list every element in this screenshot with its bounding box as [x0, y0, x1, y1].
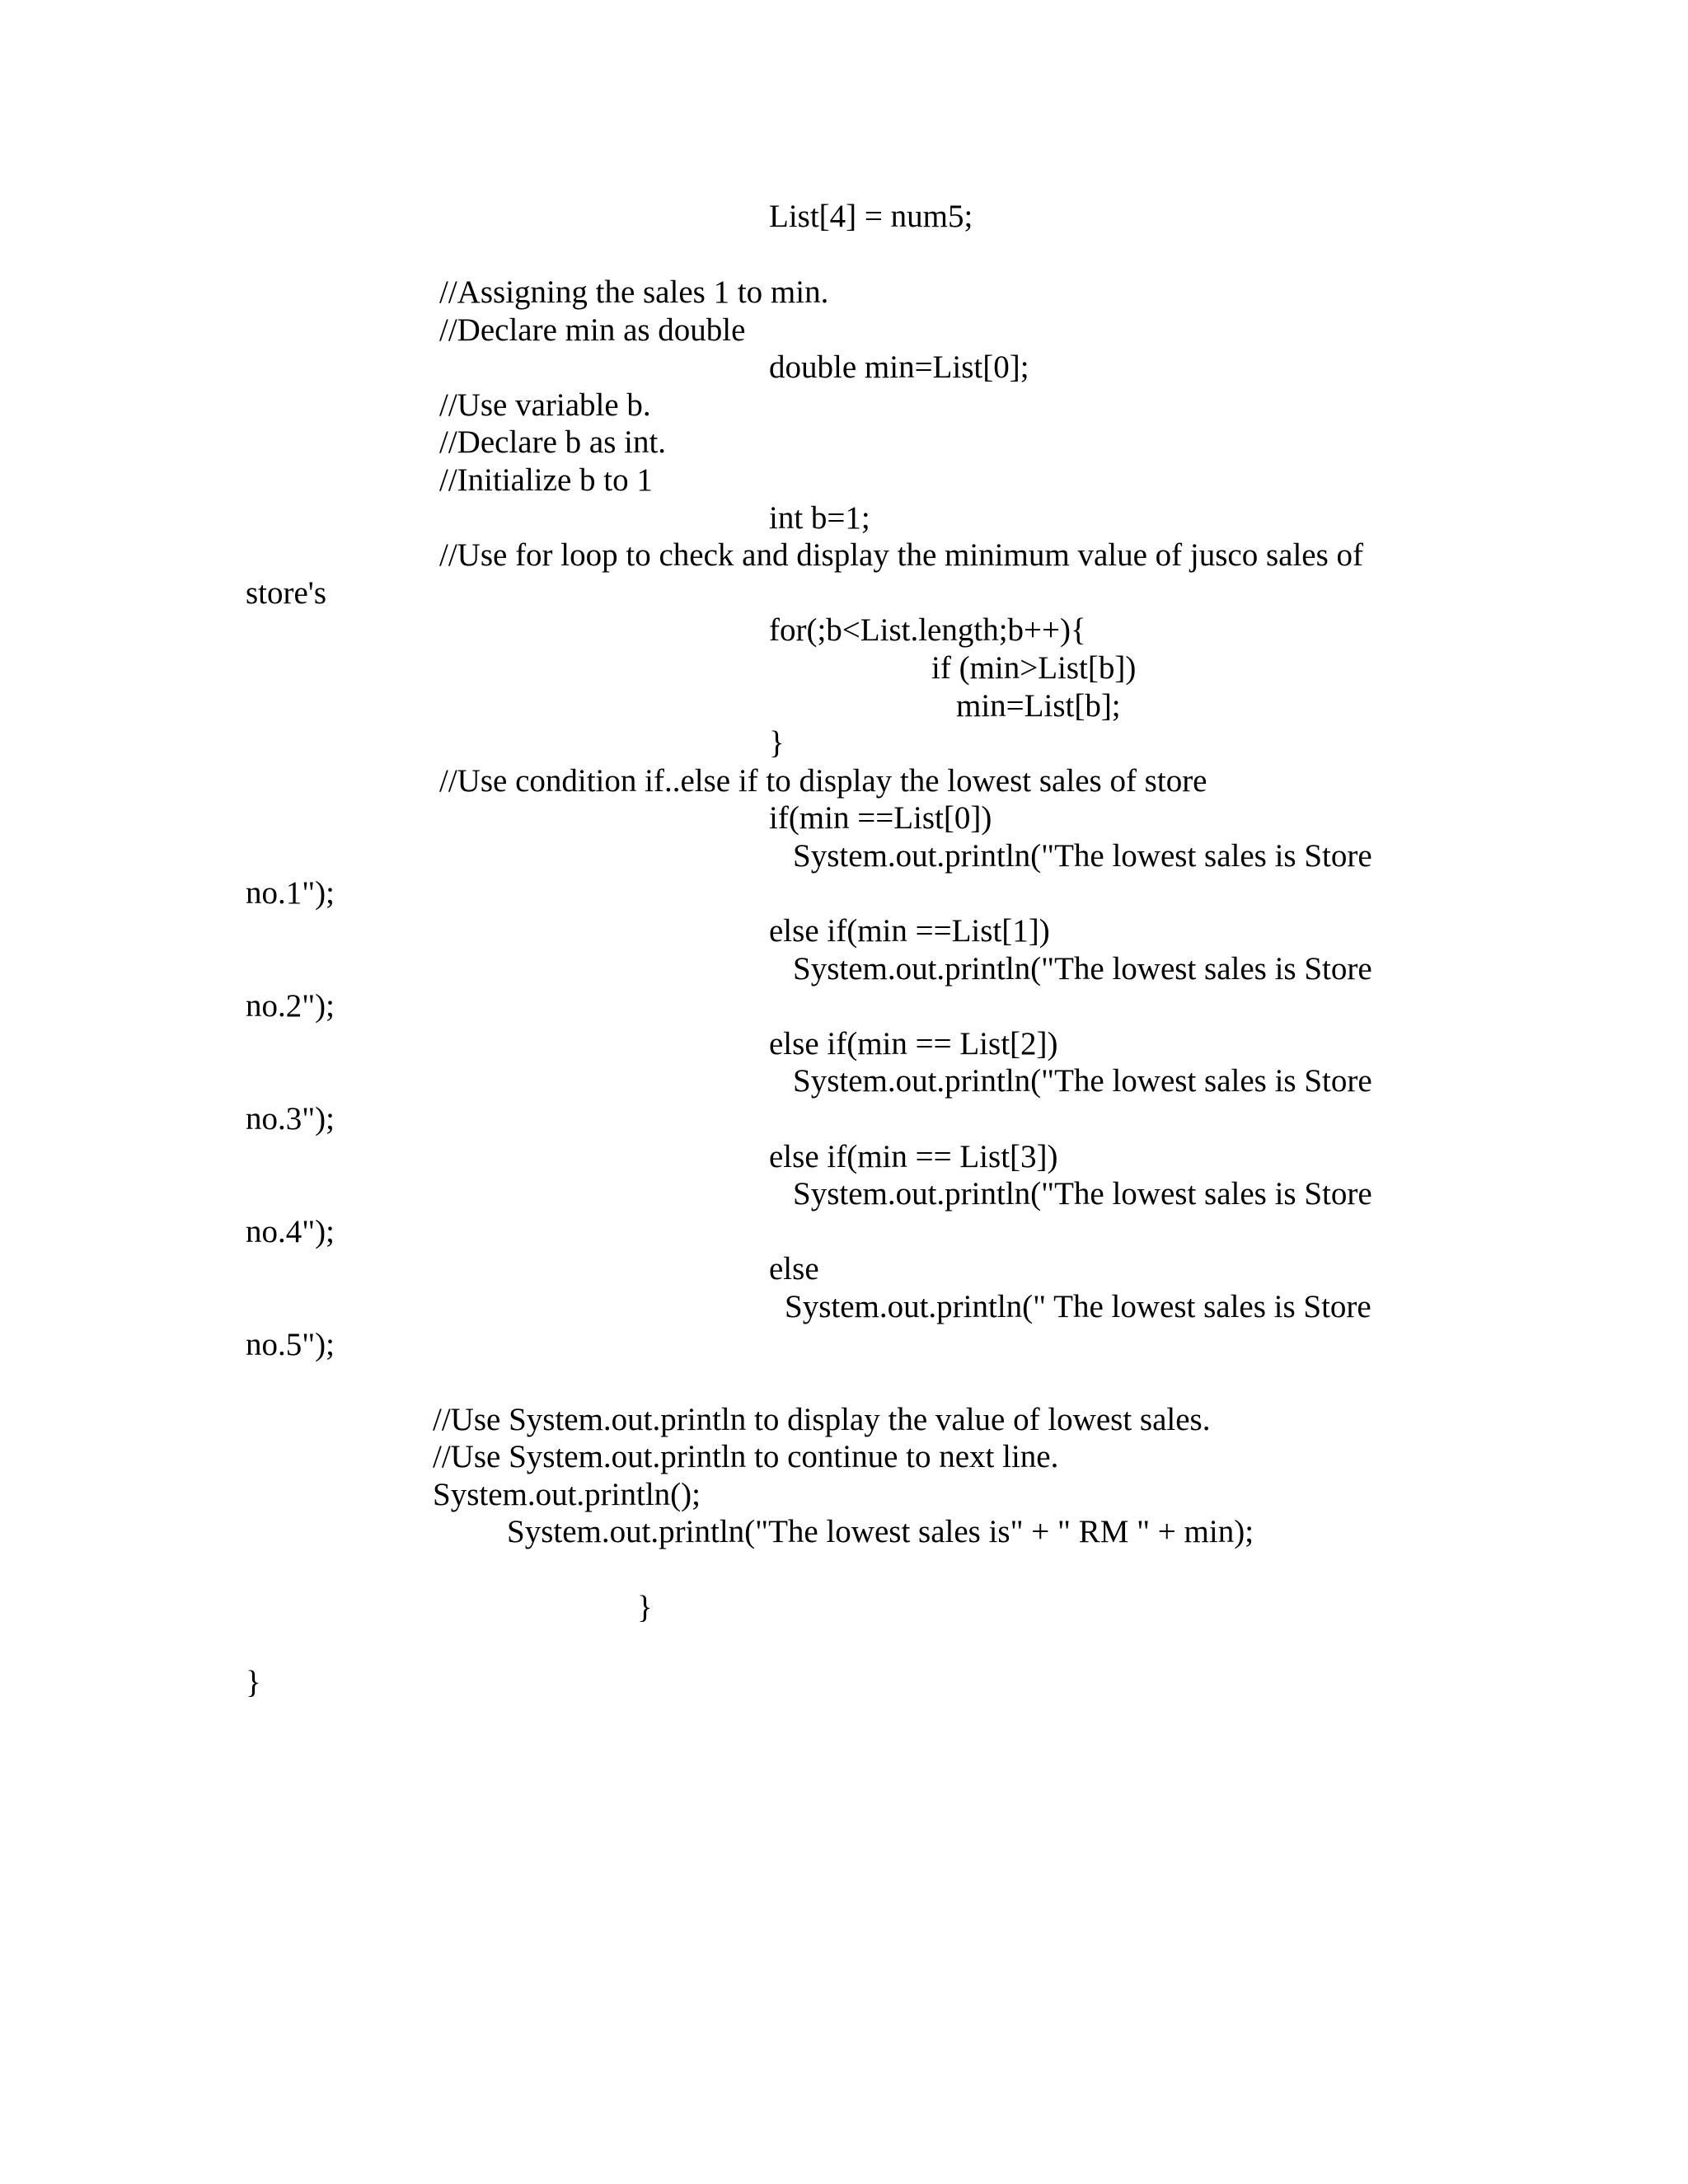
code-line-wrap: no.3"); [246, 1101, 335, 1137]
code-line: else if(min == List[3]) [769, 1139, 1058, 1174]
code-line: else [769, 1251, 819, 1286]
code-comment: //Use for loop to check and display the minimum value of jusco sales of [439, 537, 1364, 573]
code-line: min=List[b]; [956, 688, 1121, 724]
code-line-wrap: store's [246, 575, 327, 611]
code-line: System.out.println(" The lowest sales is Store [785, 1289, 1372, 1324]
code-comment: //Declare min as double [439, 312, 746, 348]
code-line-wrap: no.4"); [246, 1214, 335, 1249]
code-line: else if(min == List[2]) [769, 1026, 1058, 1062]
code-comment: //Initialize b to 1 [439, 462, 653, 498]
code-line: if (min>List[b]) [931, 650, 1137, 686]
code-line: List[4] = num5; [769, 199, 973, 234]
code-comment: //Use condition if..else if to display the lowest sales of store [439, 763, 1207, 799]
code-comment: //Use variable b. [439, 387, 651, 423]
code-line: } [637, 1590, 653, 1625]
code-comment: //Assigning the sales 1 to min. [439, 274, 829, 310]
code-line: System.out.println("The lowest sales is Store [793, 1176, 1372, 1212]
code-comment: //Use System.out.println to display the value of lowest sales. [433, 1402, 1211, 1437]
code-line: System.out.println("The lowest sales is Store [793, 838, 1372, 874]
code-line: else if(min ==List[1]) [769, 913, 1050, 949]
code-line: double min=List[0]; [769, 349, 1029, 385]
code-line-wrap: no.2"); [246, 988, 335, 1024]
code-line: System.out.println(); [433, 1477, 701, 1512]
code-line: System.out.println("The lowest sales is Store [793, 1063, 1372, 1099]
code-comment: //Use System.out.println to continue to next line. [433, 1439, 1059, 1474]
code-line-wrap: no.1"); [246, 875, 335, 911]
code-line: System.out.println("The lowest sales is" + " RM " + min); [507, 1514, 1254, 1549]
code-line: } [769, 725, 785, 761]
code-comment: //Declare b as int. [439, 424, 667, 460]
code-line: } [246, 1665, 261, 1700]
code-line: if(min ==List[0]) [769, 800, 992, 836]
code-line: int b=1; [769, 500, 870, 536]
code-line-wrap: no.5"); [246, 1327, 335, 1362]
code-line: for(;b<List.length;b++){ [769, 612, 1086, 648]
code-line: System.out.println("The lowest sales is Store [793, 951, 1372, 987]
